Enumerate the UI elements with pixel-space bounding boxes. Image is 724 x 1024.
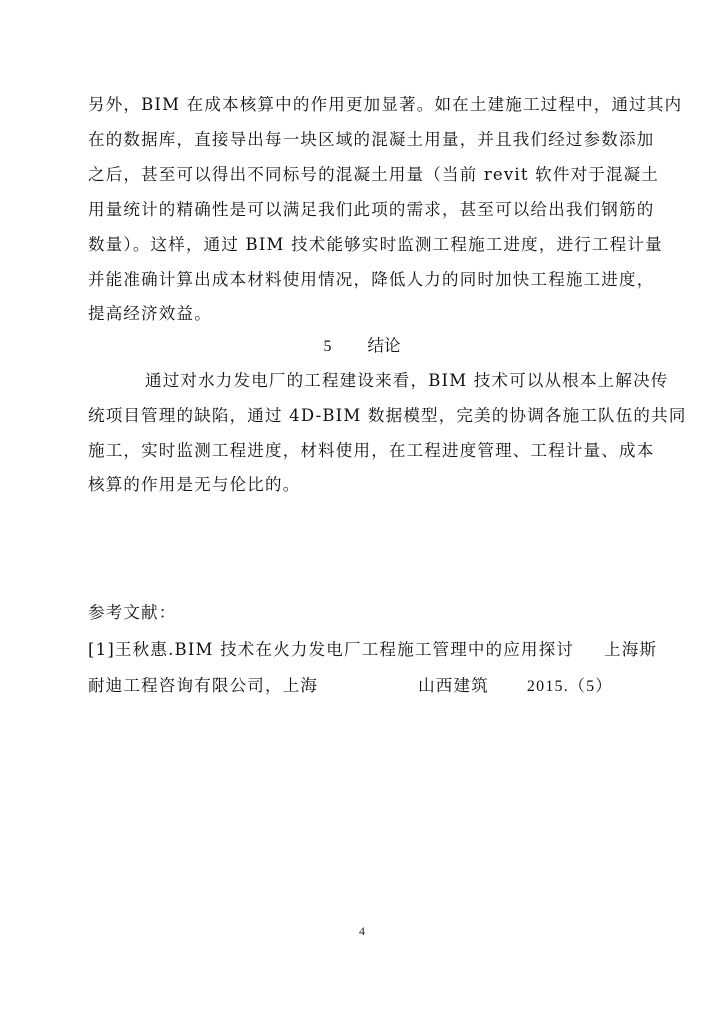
paragraph-line: 统项目管理的缺陷，通过 4D-BIM 数据模型，完美的协调各施工队伍的共同 — [88, 406, 687, 425]
paragraph-line: 通过对水力发电厂的工程建设来看，BIM 技术可以从根本上解决传 — [145, 371, 669, 390]
reference-journal: 山西建筑 — [418, 676, 489, 695]
page-number: 4 — [359, 924, 365, 938]
section-title: 结论 — [367, 336, 401, 355]
paragraph-line: 提高经济效益。 — [88, 304, 212, 323]
paragraph-line: 施工，实时监测工程进度，材料使用，在工程进度管理、工程计量、成本 — [88, 441, 655, 460]
reference-publisher-start: 上海斯 — [604, 640, 658, 659]
reference-item-line-1 — [88, 640, 657, 660]
paragraph-line: 并能准确计算出成本材料使用情况，降低人力的同时加快工程施工进度， — [88, 270, 655, 289]
paragraph-line: 在的数据库，直接导出每一块区域的混凝土用量，并且我们经过参数添加 — [88, 130, 655, 149]
paragraph-line: 用量统计的精确性是可以满足我们此项的需求，甚至可以给出我们钢筋的 — [88, 200, 655, 219]
reference-publisher: 耐迪工程咨询有限公司，上海 — [88, 676, 319, 695]
reference-issue: 2015.（5） — [526, 678, 613, 695]
paragraph-line: 之后，甚至可以得出不同标号的混凝土用量（当前 revit 软件对于混凝土 — [88, 165, 660, 184]
paragraph-line: 另外，BIM 在成本核算中的作用更加显著。如在土建施工过程中，通过其内 — [88, 95, 683, 114]
references-heading: 参考文献： — [88, 603, 177, 622]
section-number: 5 — [323, 338, 332, 355]
paragraph-line: 核算的作用是无与伦比的。 — [88, 475, 301, 494]
reference-title: [1]王秋惠.BIM 技术在火力发电厂工程施工管理中的应用探讨 — [88, 640, 575, 659]
paragraph-line: 数量）。这样，通过 BIM 技术能够实时监测工程施工进度，进行工程计量 — [88, 235, 663, 254]
reference-item-line-2 — [88, 676, 613, 697]
section-heading — [0, 336, 724, 357]
